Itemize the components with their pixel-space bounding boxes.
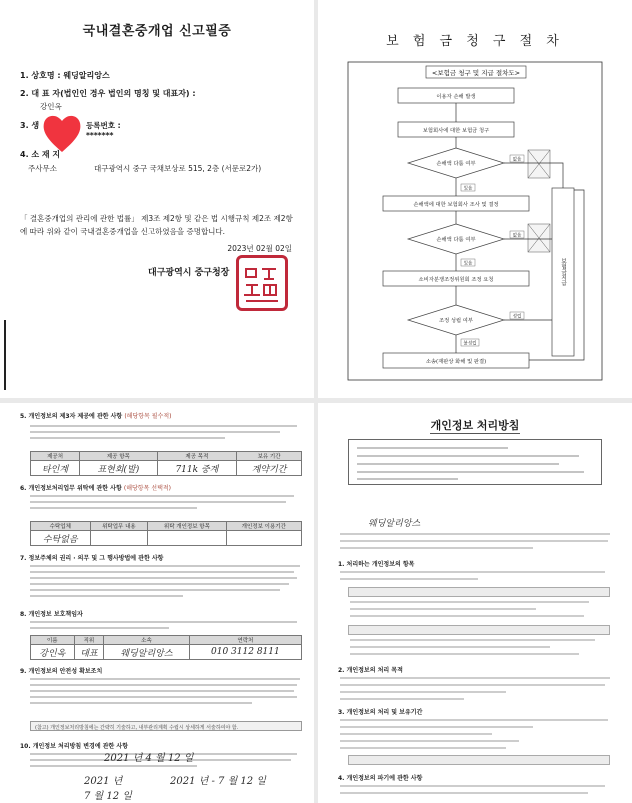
section-third-party: 5. 개인정보의 제3자 제공에 관한 사항 (해당항목 필수적) <box>20 413 172 420</box>
representative-value: 강인옥 <box>40 102 62 111</box>
company-name-handwritten: 웨딩알리앙스 <box>368 519 421 529</box>
claim-procedure-document <box>318 0 632 398</box>
scan-edge-mark <box>4 320 6 390</box>
section-items: 1. 처리하는 개인정보의 항목 <box>338 561 415 568</box>
label-disagree: 불성립 <box>463 341 477 347</box>
retention-text <box>340 719 616 754</box>
section-delegation: 6. 개인정보처리업무 위탁에 관한 사항 (해당항목 선택적) <box>20 485 172 492</box>
privacy-policy-title: 개인정보 처리방침 <box>430 419 520 432</box>
items-bracket-2 <box>348 625 610 635</box>
registration-number-label: 등록번호 : <box>86 121 121 130</box>
masked-registration-number: ******* <box>86 131 114 140</box>
section-retention: 3. 개인정보의 처리 및 보유기간 <box>338 709 423 716</box>
step-mediation-result: 조정 성립 여부 <box>438 318 474 324</box>
section-purpose: 2. 개인정보의 처리 목적 <box>338 667 403 674</box>
label-yes-2: 있음 <box>463 261 473 267</box>
items-list-2 <box>350 639 616 660</box>
privacy-officer-table: 이름 직위 소속 연락처 강인옥 대표 웨딩알리앙스 010 3112 8111 <box>30 635 302 660</box>
delegation-text <box>30 495 308 515</box>
label-yes-1: 있음 <box>463 186 473 192</box>
purpose-text <box>340 677 616 705</box>
items-list-1 <box>350 601 616 622</box>
step-investigation: 손해액에 대한 보험회사 조사 및 결정 <box>413 202 499 208</box>
official-seal-icon <box>236 255 288 311</box>
signed-date-3: 2021 년 - 7 월 12 일 <box>170 776 266 787</box>
label-no-1: 없음 <box>512 157 522 163</box>
privacy-form-page <box>0 403 314 803</box>
representative-row: 2. 대 표 자(법인인 경우 법인의 명칭 및 대표자) : <box>20 89 196 98</box>
label-no-2: 없음 <box>512 233 522 239</box>
business-name-row: 1. 상호명 : 웨딩알리앙스 <box>20 71 110 80</box>
issuer-name: 대구광역시 중구청장 <box>148 268 230 278</box>
step-dispute-1: 손해액 다툼 여부 <box>436 161 476 167</box>
section-security: 9. 개인정보의 안전성 확보조치 <box>20 668 103 675</box>
step-claim: 보험회사에 대한 보험금 청구 <box>422 128 490 134</box>
payment-label: 보험금지급 <box>560 258 566 286</box>
step-mediation: 소비자분쟁조정위원회 조정 요청 <box>418 277 494 283</box>
privacy-policy-document <box>318 403 632 803</box>
section-rights: 7. 정보주체의 권리 · 의무 및 그 행사방법에 관한 사항 <box>20 555 164 562</box>
certificate-body-line2: 에 따라 위와 같이 국내결혼중개업을 신고하였음을 증명합니다. <box>20 227 226 236</box>
third-party-text <box>30 425 308 445</box>
signed-date-2: 2021 년 <box>84 776 123 787</box>
heart-redaction-icon <box>42 112 82 154</box>
delegation-table: 수탁업체 위탁업무 내용 위탁 개인정보 항목 개인정보 이용기간 수탁없음 <box>30 521 302 546</box>
intro-text <box>340 533 616 554</box>
certificate-title: 국내결혼중개업 신고필증 <box>82 24 232 39</box>
section-policy-change: 10. 개인정보 처리방침 변경에 관한 사항 <box>20 743 129 750</box>
certificate-body-line1: 「 결혼중개업의 관리에 관한 법률」 제3조 제2항 및 같은 법 시행규칙 제2조 제2항 <box>20 214 293 223</box>
instruction-box <box>348 439 602 485</box>
certificate-document <box>0 0 314 398</box>
certificate-date: 2023년 02월 02일 <box>227 244 292 253</box>
step-damage: 이용자 손해 발생 <box>436 94 476 100</box>
section-privacy-officer: 8. 개인정보 보호책임자 <box>20 611 83 618</box>
signed-date-1: 2021 년 4 월 12 일 <box>104 753 194 764</box>
items-text <box>340 571 616 585</box>
birth-row-label: 3. 생 <box>20 121 40 130</box>
security-note: (참고) 개인정보처리방침에는 간략히 기술하고, 내부관리계획 수립시 상세하게 서술하여야 함. <box>30 721 302 731</box>
title-underline <box>430 433 520 434</box>
address-sub-label: 주사무소 <box>28 164 57 173</box>
retention-note <box>348 755 610 765</box>
step-lawsuit: 소송(재판상 화해 및 판결) <box>425 359 487 365</box>
third-party-table: 제공처 제공 항목 제공 목적 보유 기간 타인계 표현회(발) 711k 중계 계약기간 <box>30 451 302 476</box>
claim-procedure-title: 보 험 금 청 구 절 차 <box>386 34 564 49</box>
section-destruction: 4. 개인정보의 파기에 관한 사항 <box>338 775 423 782</box>
address-row-label: 4. 소 재 지 <box>20 150 61 159</box>
flowchart-subtitle: <보험금 청구 및 지급 절차도> <box>431 69 521 77</box>
rights-text <box>30 565 308 605</box>
claim-flowchart <box>318 0 632 398</box>
destruction-text <box>340 785 616 799</box>
label-agree: 성립 <box>512 314 522 320</box>
step-dispute-2: 손해액 다툼 여부 <box>436 237 476 243</box>
items-bracket-1 <box>348 587 610 597</box>
signed-date-4: 7 월 12 일 <box>84 791 132 802</box>
crossed-box-decoration <box>528 150 550 252</box>
address-value: 대구광역시 중구 국채보상로 515, 2층 (서문로2가) <box>94 164 262 173</box>
security-text <box>30 678 308 718</box>
